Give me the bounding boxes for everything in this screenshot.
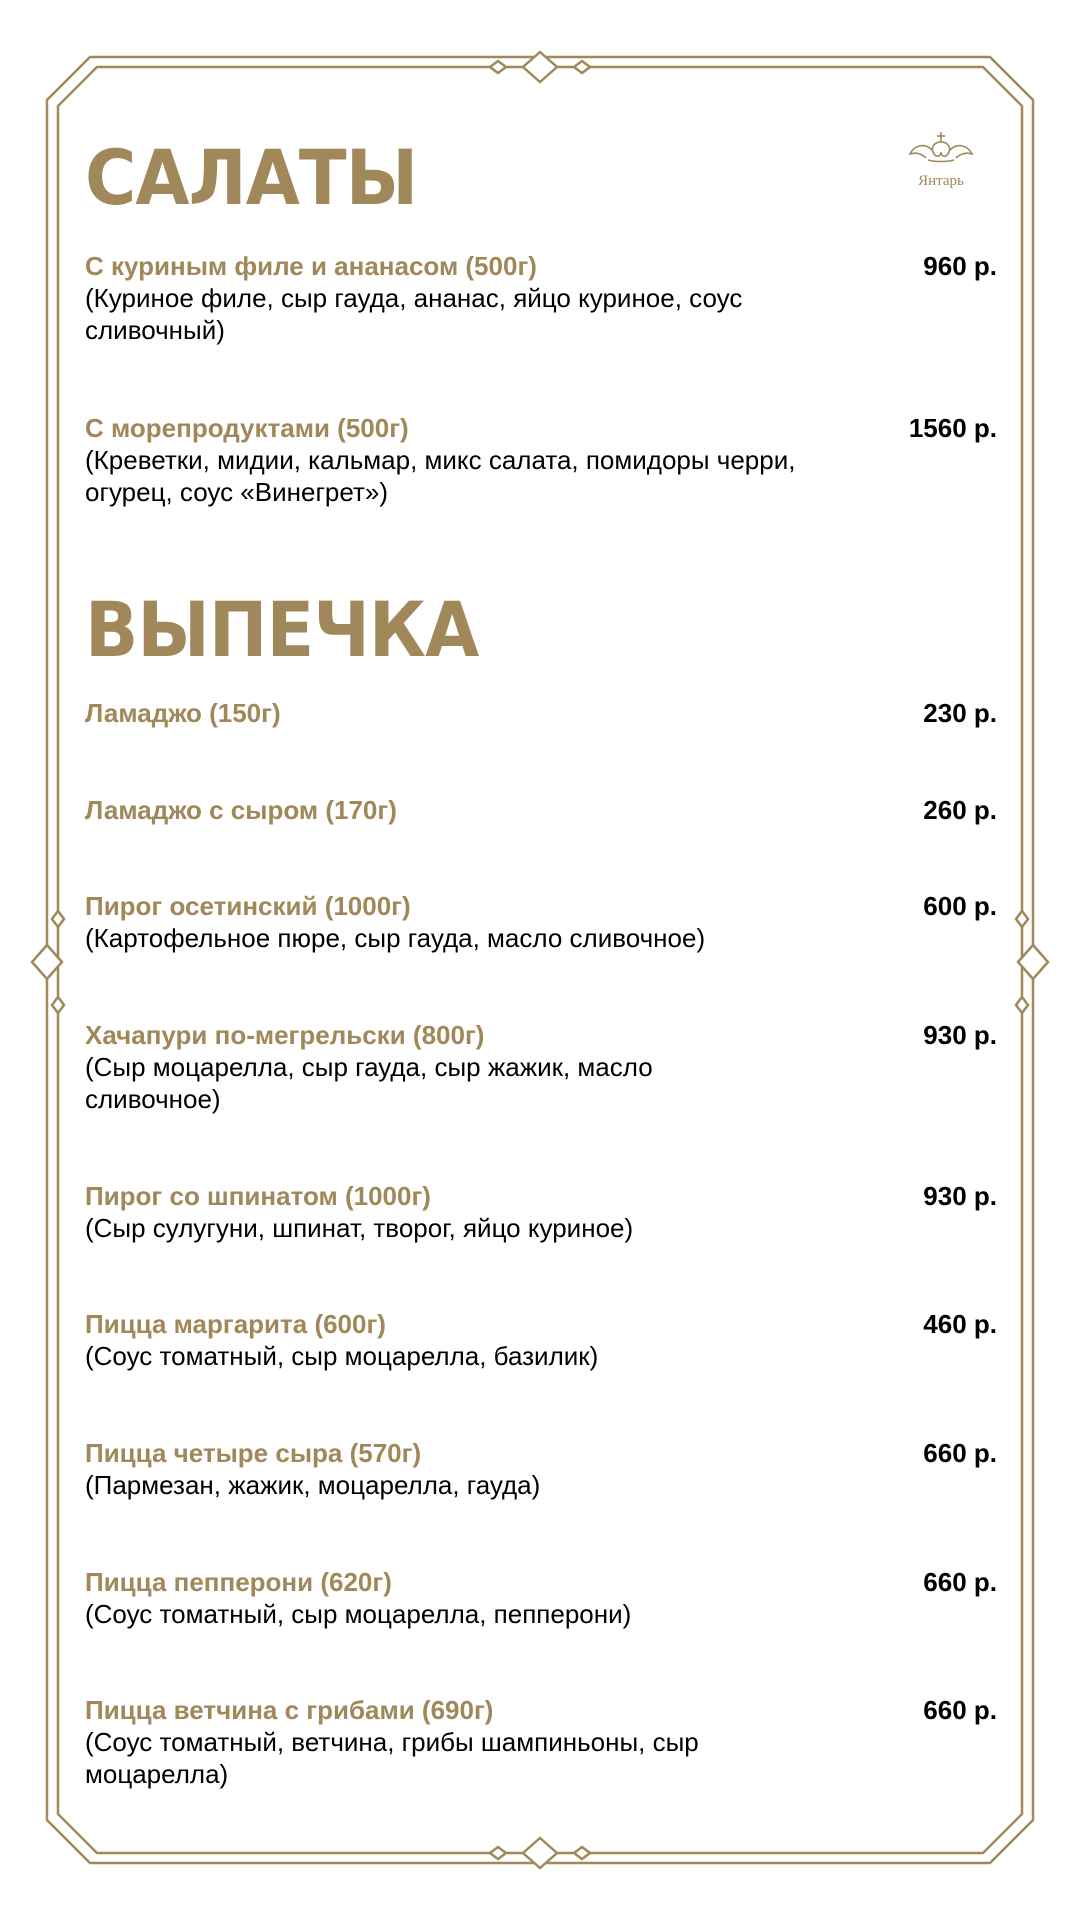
item-name: Пирог осетинский (1000г) [85,891,411,921]
item-name: Пицца маргарита (600г) [85,1309,386,1339]
item-name: С куриным филе и ананасом (500г) [85,251,537,281]
item-price: 660 р. [923,1567,997,1597]
item-name: Пицца пепперони (620г) [85,1567,392,1597]
item-price: 260 р. [923,795,997,825]
section-title-salads: САЛАТЫ [85,133,418,222]
item-name: Ламаджо с сыром (170г) [85,795,397,825]
menu-item [85,1308,1005,1372]
item-description: (Соус томатный, ветчина, грибы шампиньоны, сыр моцарелла) [85,1727,699,1789]
item-description: (Креветки, мидии, кальмар, микс салата, помидоры черри, огурец, соус «Винегрет») [85,445,796,507]
item-name: Пирог со шпинатом (1000г) [85,1181,431,1211]
menu-item [85,1437,1005,1501]
menu-item [85,697,1005,729]
menu-item [85,412,1005,508]
item-description: (Куриное филе, сыр гауда, ананас, яйцо куриное, соус сливочный) [85,283,743,345]
item-price: 660 р. [923,1438,997,1468]
item-price: 600 р. [923,891,997,921]
item-description: (Сыр сулугуни, шпинат, творог, яйцо куриное) [85,1213,634,1243]
menu-item [85,794,1005,826]
item-description: (Картофельное пюре, сыр гауда, масло сливочное) [85,923,706,953]
brand-name: Янтарь [918,173,964,189]
item-name: Пицца четыре сыра (570г) [85,1438,422,1468]
item-price: 1560 р. [908,413,997,443]
item-price: 230 р. [923,698,997,728]
menu-item [85,1566,1005,1630]
item-description: (Соус томатный, сыр моцарелла, базилик) [85,1341,599,1371]
item-price: 960 р. [923,251,997,281]
menu-item [85,890,1005,954]
menu-item [85,1180,1005,1244]
item-name: Хачапури по-мегрельски (800г) [85,1020,485,1050]
item-price: 930 р. [923,1020,997,1050]
menu-item [85,1694,1005,1790]
item-description: (Сыр моцарелла, сыр гауда, сыр жажик, масло сливочное) [85,1052,653,1114]
item-price: 460 р. [923,1309,997,1339]
section-title-pastries: ВЫПЕЧКА [85,585,479,674]
item-description: (Соус томатный, сыр моцарелла, пепперони) [85,1599,632,1629]
item-name: Ламаджо (150г) [85,698,281,728]
item-price: 930 р. [923,1181,997,1211]
item-name: Пицца ветчина с грибами (690г) [85,1695,494,1725]
brand-logo [900,128,982,190]
item-description: (Пармезан, жажик, моцарелла, гауда) [85,1470,541,1500]
amber-crown-icon [906,128,976,170]
item-name: С морепродуктами (500г) [85,413,409,443]
item-price: 660 р. [923,1695,997,1725]
menu-item [85,1019,1005,1115]
menu-item [85,250,1005,346]
